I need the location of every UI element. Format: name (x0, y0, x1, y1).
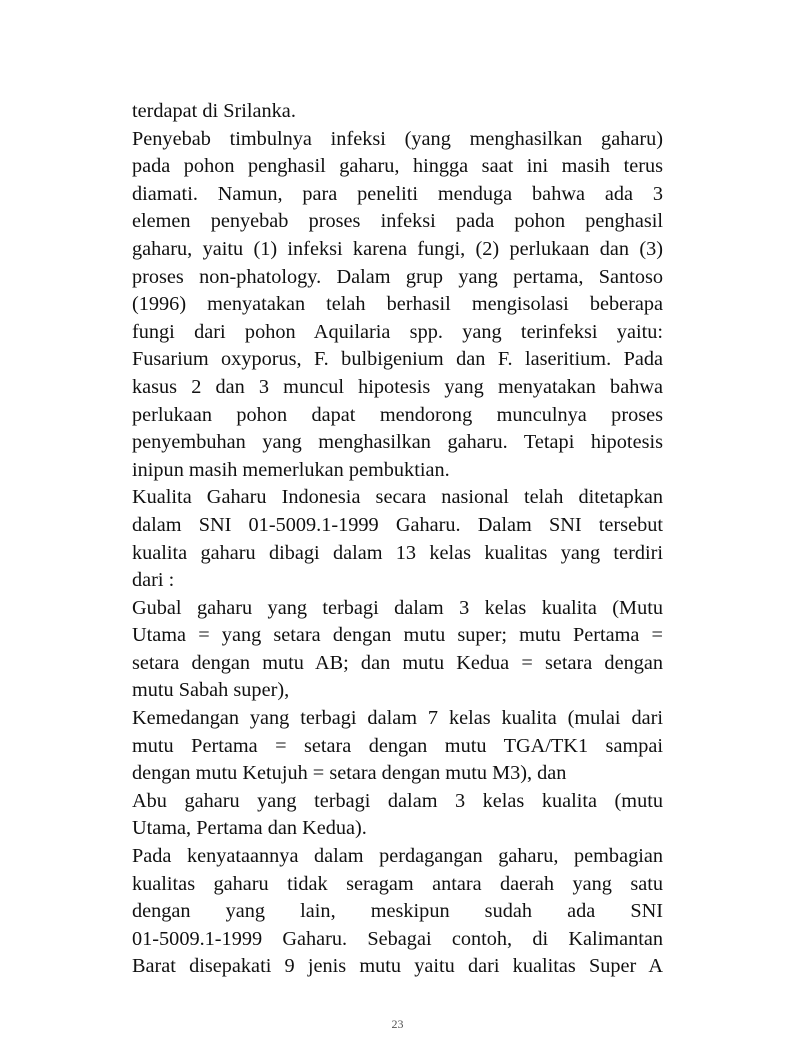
body-text (132, 98, 663, 981)
text-line: kualitas gaharu tidak seragam antara daerah yang satu (132, 872, 663, 895)
text-line: proses non-phatology. Dalam grup yang pertama, Santoso (132, 265, 663, 288)
text-line: fungi dari pohon Aquilaria spp. yang terinfeksi yaitu: (132, 320, 663, 343)
text-line: gaharu, yaitu (1) infeksi karena fungi, (2) perlukaan dan (3) (132, 237, 663, 260)
text-line: diamati. Namun, para peneliti menduga bahwa ada 3 (132, 182, 663, 205)
text-line: dengan yang lain, meskipun sudah ada SNI (132, 900, 663, 923)
text-line: Abu gaharu yang terbagi dalam 3 kelas kualita (mutu (132, 789, 663, 812)
text-line: kasus 2 dan 3 muncul hipotesis yang menyatakan bahwa (132, 375, 663, 398)
text-line: Pada kenyataannya dalam perdagangan gaharu, pembagian (132, 845, 663, 868)
text-line: 01-5009.1-1999 Gaharu. Sebagai contoh, di Kalimantan (132, 927, 663, 950)
text-line: elemen penyebab proses infeksi pada pohon penghasil (132, 210, 663, 233)
text-line: penyembuhan yang menghasilkan gaharu. Tetapi hipotesis (132, 431, 663, 454)
text-line: mutu Pertama = setara dengan mutu TGA/TK1 sampai (132, 734, 663, 757)
text-line: (1996) menyatakan telah berhasil mengisolasi beberapa (132, 293, 663, 316)
text-line: Kemedangan yang terbagi dalam 7 kelas kualita (mulai dari (132, 707, 663, 730)
text-line: Gubal gaharu yang terbagi dalam 3 kelas kualita (Mutu (132, 596, 663, 619)
text-line: mutu Sabah super), (132, 679, 290, 702)
text-line: Utama = yang setara dengan mutu super; mutu Pertama = (132, 624, 663, 647)
text-line: terdapat di Srilanka. (132, 100, 296, 122)
page-number: 23 (391, 1017, 404, 1031)
text-line: kualita gaharu dibagi dalam 13 kelas kualitas yang terdiri (132, 541, 663, 564)
text-line: dalam SNI 01-5009.1-1999 Gaharu. Dalam SNI tersebut (132, 513, 663, 536)
text-line: pada pohon penghasil gaharu, hingga saat ini masih terus (132, 155, 663, 178)
text-line: inipun masih memerlukan pembuktian. (132, 458, 450, 481)
text-line: Barat disepakati 9 jenis mutu yaitu dari kualitas Super A (132, 955, 663, 978)
text-line: dari : (132, 569, 175, 592)
text-line: setara dengan mutu AB; dan mutu Kedua = setara dengan (132, 651, 663, 674)
text-line: dengan mutu Ketujuh = setara dengan mutu M3), dan (132, 762, 567, 785)
text-line: Fusarium oxyporus, F. bulbigenium dan F. laseritium. Pada (132, 348, 663, 371)
text-line: Kualita Gaharu Indonesia secara nasional telah ditetapkan (132, 486, 663, 509)
text-line: Penyebab timbulnya infeksi (yang menghasilkan gaharu) (132, 127, 663, 150)
text-line: perlukaan pohon dapat mendorong munculnya proses (132, 403, 663, 426)
text-line: Utama, Pertama dan Kedua). (132, 817, 367, 840)
